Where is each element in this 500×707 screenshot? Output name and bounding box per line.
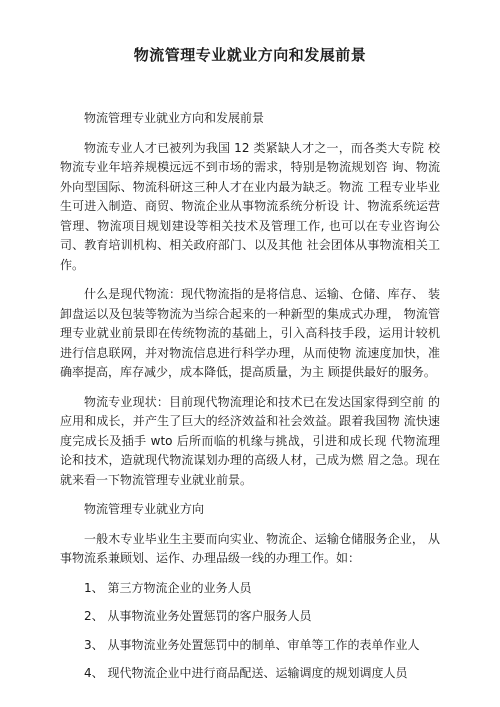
list-item: 4、 现代物流企业中进行商品配送、运输调度的规划调度人员 bbox=[84, 666, 408, 680]
list-item: 2、 从事物流业务处置惩罚的客户服务人员 bbox=[84, 609, 312, 623]
paragraph-talent-demand: 物流专业人才已被列为我国 12 类紧缺人才之一，而各类大专院 校物流专业年培养规模远远不到市场的需求，特别是物流规划咨 询、物流外向型国际、物流科研这三种人才在业内最为缺乏。物流 工程专业毕业生可进入制造、商贸、物流企业从事物流系统分析设 计、物流系统运营管理、物流项目规划建设等相关技术及管理工作, 也可以在专业咨询公司、教育培训机构、相关政府部门、以及其他 社会团体从事物流相关工作。 bbox=[60, 140, 440, 272]
paragraph-modern-logistics: 什么是现代物流：现代物流指的是将信息、运输、仓储、库存、 装卸盘运以及包装等物流为当综合起来的一种新型的集成式办理， 物流管理专业就业前景即在传统物流的基础上，引入高科技手段，运用计较机进行信息联网，并对物流信息进行科学办理，从而使物 流速度加快，准确率提高，库存减少，成本降低，提高质量，为主 顾提供最好的服务。 bbox=[60, 287, 440, 379]
document-title: 物流管理专业就业方向和发展前景 bbox=[133, 46, 367, 64]
subheading-career-direction: 物流管理专业就业方向 bbox=[84, 502, 205, 516]
subheading-prospects: 物流管理专业就业方向和发展前景 bbox=[84, 111, 265, 125]
list-item: 1、 第三方物流企业的业务人员 bbox=[84, 580, 252, 595]
paragraph-graduate-roles: 一般木专业毕业生主要而向实业、物流企、运输仓储服务企业， 从事物流系兼顾划、运作、办理品级一线的办理工作。如： bbox=[60, 531, 440, 565]
list-item: 3、 从事物流业务处置惩罚中的制单、审单等工作的表单作业人 bbox=[84, 637, 420, 652]
paragraph-current-status: 物流专业现状：目前现代物流理论和技术已在发达国家得到空前 的应用和成长，并产生了巨大的经济效益和社会效益。跟着我国物 流快速度完成长及插手 wto 后所而临的机缘与挑战，引进和成长现 代物流理论和技术，造就现代物流谋划办理的高级人材，己成为燃 眉之急。现在就来看一下物流管理专业就业前景。 bbox=[60, 394, 440, 487]
